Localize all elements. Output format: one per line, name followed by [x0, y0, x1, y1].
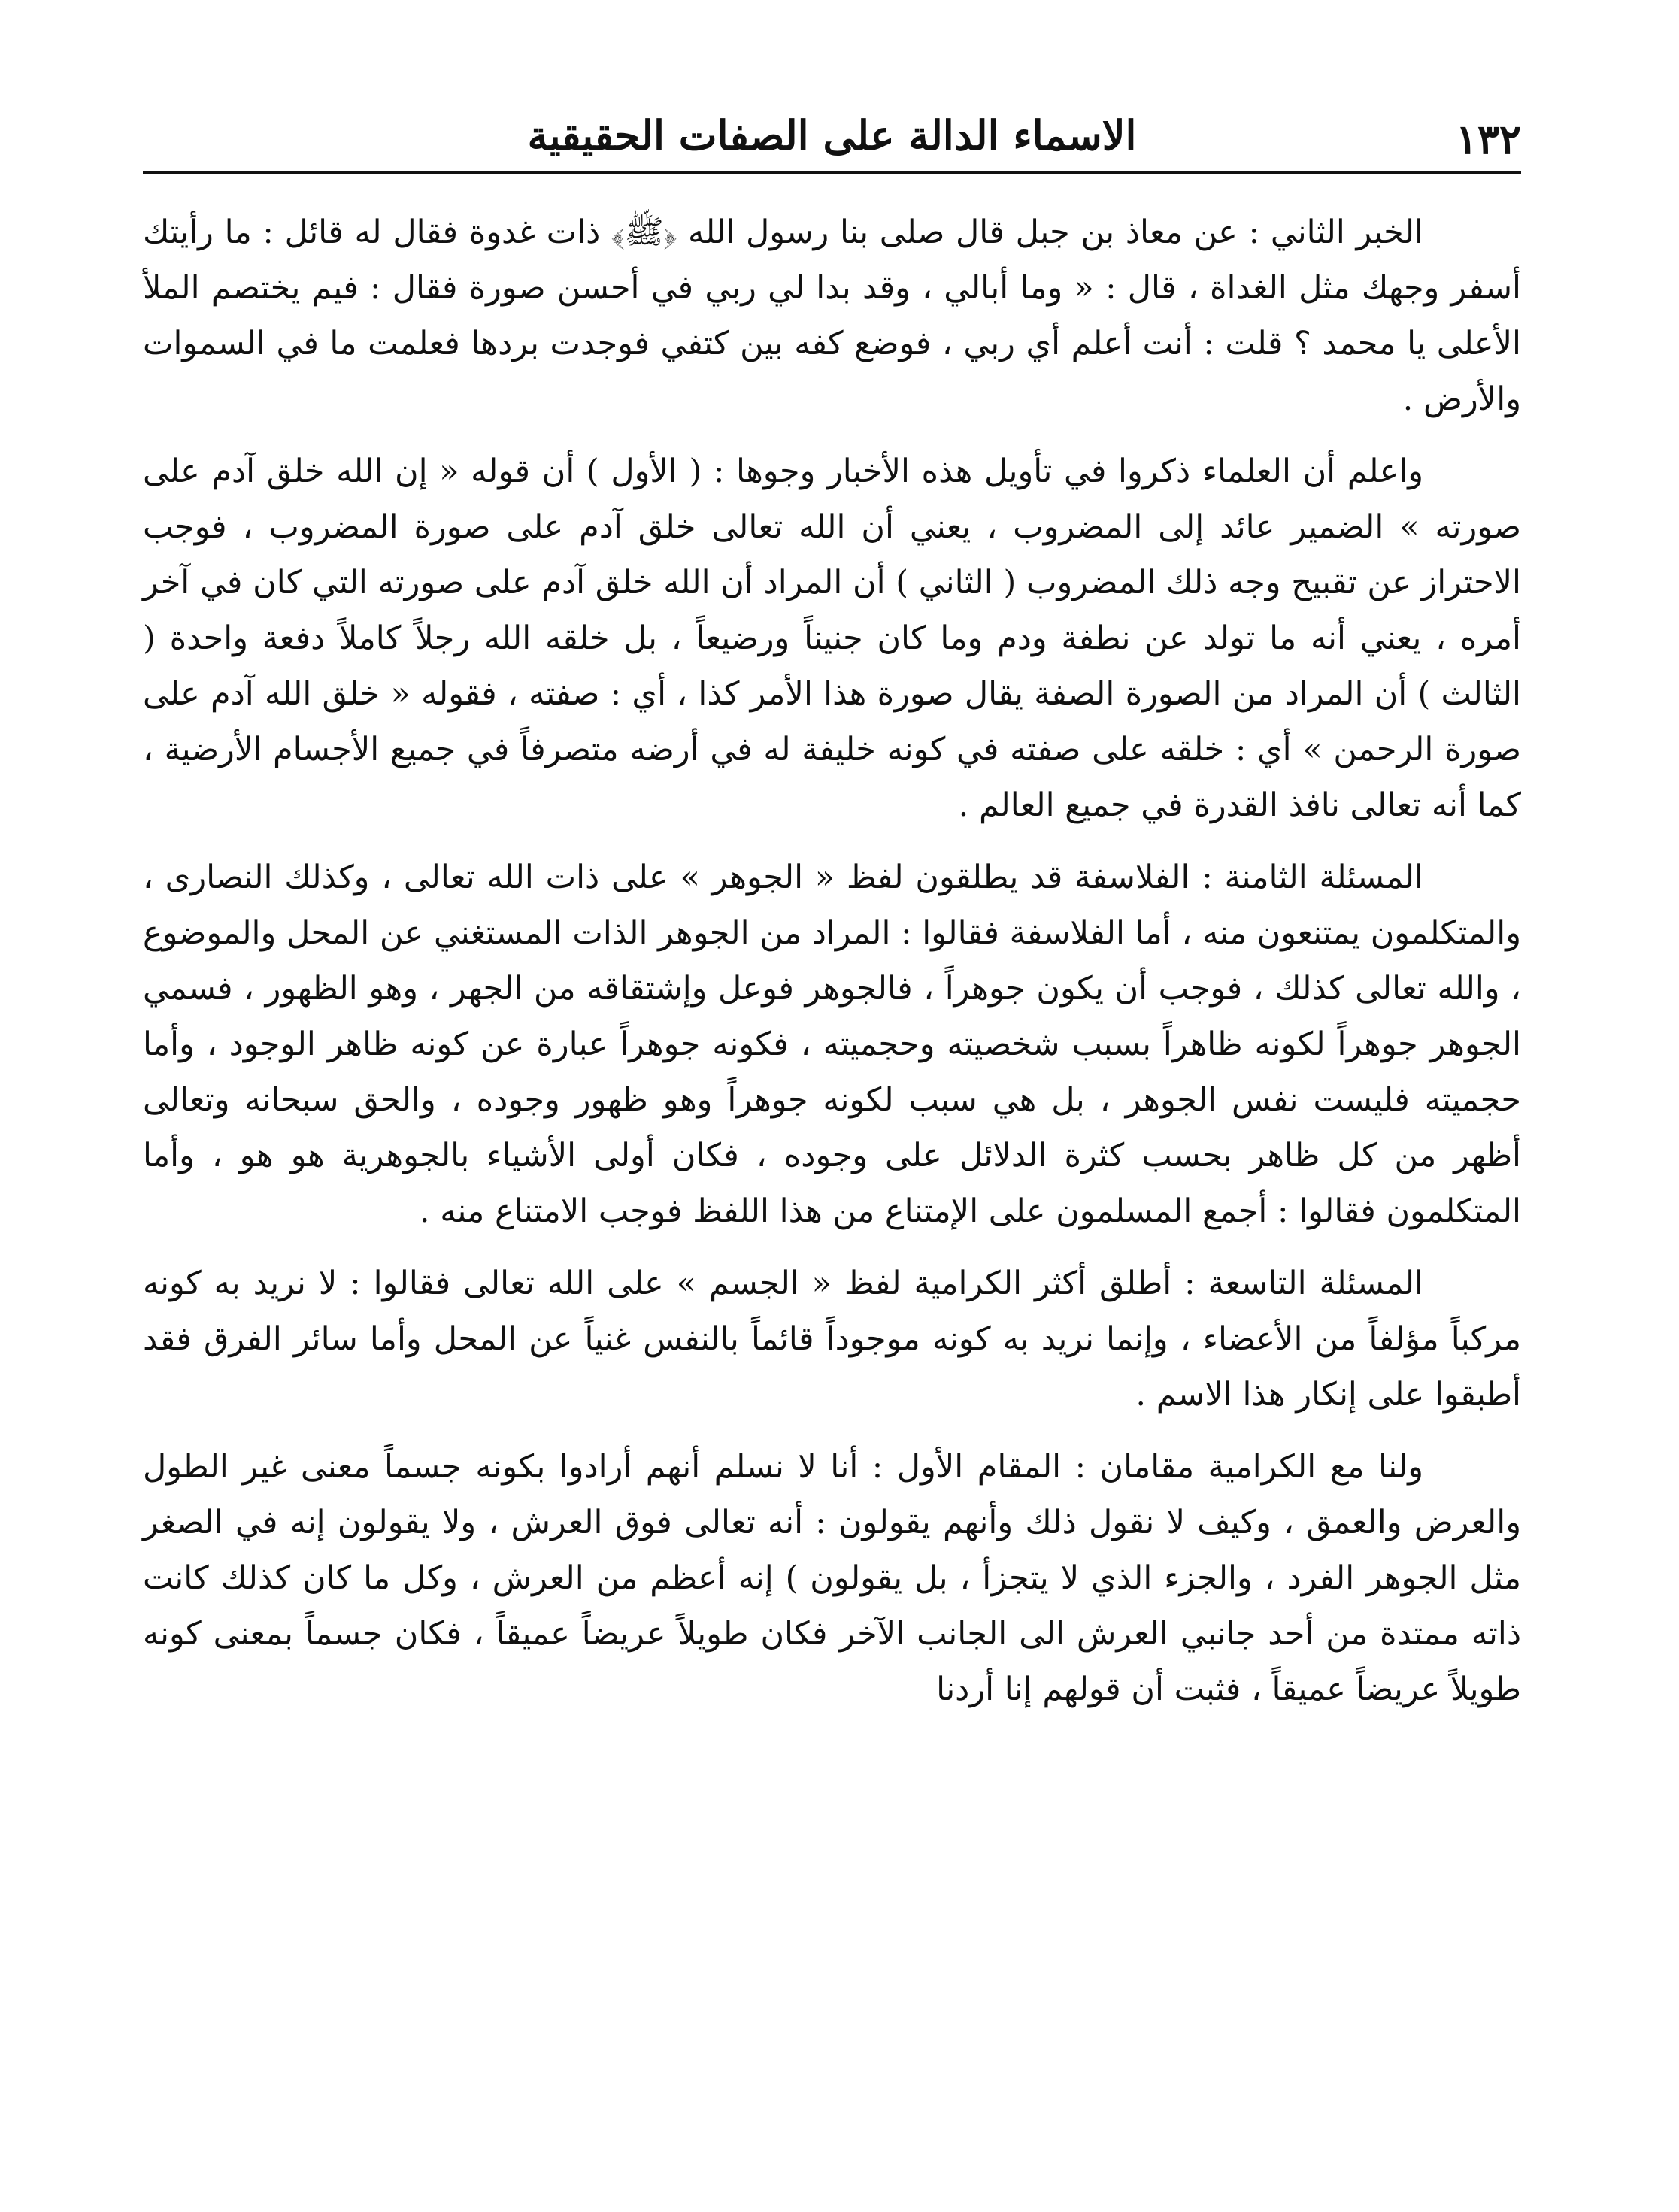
paragraph-hadith-muadh: الخبر الثاني : عن معاذ بن جبل قال صلى بنا رسول الله ﴿ﷺ﴾ ذات غدوة فقال له قائل : ما رأيتك أسفر وجهك مثل الغداة ، قال : « وما أبالي ، وقد بدا لي ربي في أحسن صورة فقال : فيم يختصم الملأ الأعلى يا محمد ؟ قلت : أنت أعلم أي ربي ، فوضع كفه بين كتفي فوجدت بردها فعلمت ما في السموات والأرض . — [143, 214, 1521, 418]
paragraph-ninth-issue: المسئلة التاسعة : أطلق أكثر الكرامية لفظ « الجسم » على الله تعالى فقالوا : لا نريد به كونه مركباً مؤلفاً من الأعضاء ، وإنما نريد به كونه موجوداً قائماً بالنفس غنياً عن المحل وأما سائر الفرق فقد أطبقوا على إنكار هذا الاسم . — [143, 1265, 1521, 1414]
header-rule — [143, 171, 1521, 174]
paragraph-karramiyya: ولنا مع الكرامية مقامان : المقام الأول : أنا لا نسلم أنهم أرادوا بكونه جسماً معنى غير الطول والعرض والعمق ، وكيف لا نقول ذلك وأنهم يقولون : أنه تعالى فوق العرش ، ولا يقولون إنه في الصغر مثل الجوهر الفرد ، والجزء الذي لا يتجزأ ، بل يقولون ) إنه أعظم من العرش ، وكل ما كان كذلك كانت ذاته ممتدة من أحد جانبي العرش الى الجانب الآخر فكان طويلاً عريضاً عميقاً ، فكان جسماً بمعنى كونه طويلاً عريضاً عميقاً ، فثبت أن قولهم إنا أردنا — [143, 1448, 1521, 1708]
page-number: ١٣٢ — [1455, 115, 1521, 163]
paragraph-interpretation: واعلم أن العلماء ذكروا في تأويل هذه الأخبار وجوها : ( الأول ) أن قوله « إن الله خلق آدم على صورته » الضمير عائد إلى المضروب ، يعني أن الله تعالى خلق آدم على صورة المضروب ، فوجب الاحتراز عن تقبيح وجه ذلك المضروب ( الثاني ) أن المراد أن الله خلق آدم على صورته التي كان في آخر أمره ، يعني أنه ما تولد عن نطفة ودم وما كان جنيناً ورضيعاً ، بل خلقه الله رجلاً كاملاً دفعة واحدة ( الثالث ) أن المراد من الصورة الصفة يقال صورة هذا الأمر كذا ، أي : صفته ، فقوله « خلق الله آدم على صورة الرحمن » أي : خلقه على صفته في كونه خليفة له في أرضه متصرفاً في جميع الأجسام الأرضية ، كما أنه تعالى نافذ القدرة في جميع العالم . — [143, 453, 1521, 824]
paragraph-eighth-issue: المسئلة الثامنة : الفلاسفة قد يطلقون لفظ « الجوهر » على ذات الله تعالى ، وكذلك النصارى ، والمتكلمون يمتنعون منه ، أما الفلاسفة فقالوا : المراد من الجوهر الذات المستغني عن المحل والموضوع ، والله تعالى كذلك ، فوجب أن يكون جوهراً ، فالجوهر فوعل وإشتقاقه من الجهر ، وهو الظهور ، فسمي الجوهر جوهراً لكونه ظاهراً بسبب شخصيته وحجميته ، فكونه جوهراً عبارة عن كونه ظاهر الوجود ، وأما حجميته فليست نفس الجوهر ، بل هي سبب لكونه جوهراً وهو ظهور وجوده ، والحق سبحانه وتعالى أظهر من كل ظاهر بحسب كثرة الدلائل على وجوده ، فكان أولى الأشياء بالجوهرية هو هو ، وأما المتكلمون فقالوا : أجمع المسلمون على الإمتناع من هذا اللفظ فوجب الامتناع منه . — [143, 859, 1521, 1230]
body-text — [143, 205, 1521, 1734]
running-title: الاسماء الدالة على الصفات الحقيقية — [527, 111, 1137, 159]
page-header — [143, 105, 1521, 173]
